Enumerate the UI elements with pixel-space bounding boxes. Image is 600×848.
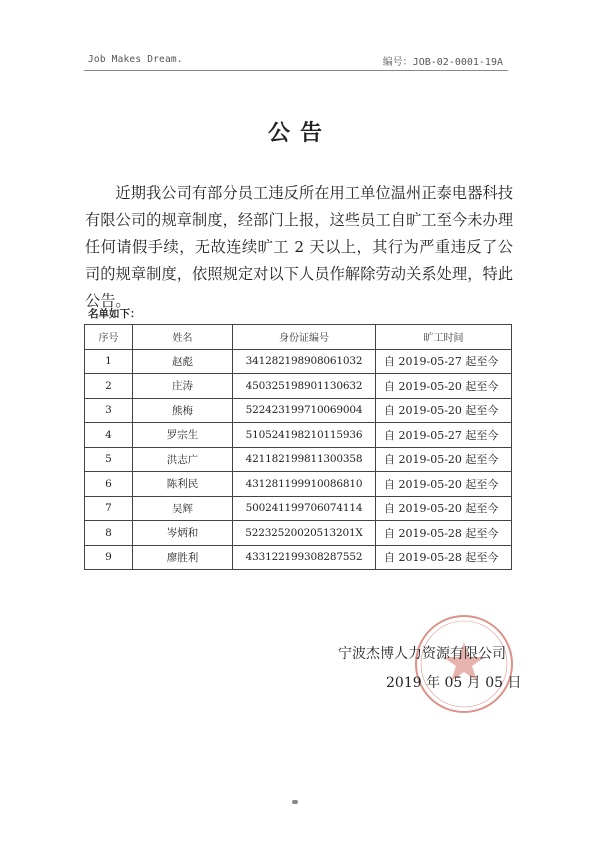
cell-absence: 自 2019-05-28 起至今: [376, 521, 512, 546]
header-slogan: Job Makes Dream.: [88, 54, 183, 65]
cell-absence: 自 2019-05-28 起至今: [376, 545, 512, 570]
page-title: 公告: [267, 121, 332, 146]
col-header-absence: 旷工时间: [376, 325, 512, 350]
table-row: [85, 545, 512, 570]
col-header-name: 姓名: [133, 325, 233, 350]
col-header-id: 身份证编号: [233, 325, 376, 350]
cell-name: 庄涛: [133, 374, 233, 399]
cell-no: 5: [85, 447, 133, 472]
cell-no: 8: [85, 521, 133, 546]
cell-no: 9: [85, 545, 133, 570]
cell-absence: 自 2019-05-20 起至今: [376, 472, 512, 497]
cell-no: 6: [85, 472, 133, 497]
table-row: [85, 374, 512, 399]
col-header-no: 序号: [85, 325, 133, 350]
table-row: [85, 521, 512, 546]
signature-company: 宁波杰博人力资源有限公司: [338, 646, 506, 662]
cell-id: 522423199710069004: [233, 398, 376, 423]
list-label: 名单如下：: [88, 308, 141, 320]
table-row: [85, 472, 512, 497]
scan-mark: [292, 800, 298, 804]
cell-no: 7: [85, 496, 133, 521]
cell-id: 431281199910086810: [233, 472, 376, 497]
cell-name: 罗宗生: [133, 423, 233, 448]
cell-absence: 自 2019-05-20 起至今: [376, 398, 512, 423]
cell-name: 吴辉: [133, 496, 233, 521]
table-row: [85, 398, 512, 423]
cell-id: 433122199308287552: [233, 545, 376, 570]
table-row: [85, 447, 512, 472]
cell-no: 2: [85, 374, 133, 399]
cell-id: 500241199706074114: [233, 496, 376, 521]
notice-body: [85, 180, 513, 315]
cell-name: 熊梅: [133, 398, 233, 423]
cell-name: 赵彪: [133, 349, 233, 374]
cell-absence: 自 2019-05-27 起至今: [376, 423, 512, 448]
table-row: [85, 496, 512, 521]
document-number: 编号：JOB-02-0001-19A: [382, 57, 503, 68]
company-seal-icon: [412, 612, 516, 716]
signature-date: 2019 年 05 月 05 日: [386, 675, 522, 691]
cell-no: 4: [85, 423, 133, 448]
cell-absence: 自 2019-05-20 起至今: [376, 374, 512, 399]
employee-table: [84, 324, 512, 570]
cell-id: 421182199811300358: [233, 447, 376, 472]
table-body: [85, 349, 512, 570]
header-divider: [84, 70, 508, 71]
cell-name: 洪志广: [133, 447, 233, 472]
cell-name: 陈利民: [133, 472, 233, 497]
cell-absence: 自 2019-05-20 起至今: [376, 496, 512, 521]
cell-no: 1: [85, 349, 133, 374]
cell-id: 341282198908061032: [233, 349, 376, 374]
cell-name: 廖胜利: [133, 545, 233, 570]
table-header-row: [85, 325, 512, 350]
cell-absence: 自 2019-05-27 起至今: [376, 349, 512, 374]
cell-id: 510524198210115936: [233, 423, 376, 448]
table-row: [85, 349, 512, 374]
cell-absence: 自 2019-05-20 起至今: [376, 447, 512, 472]
notice-paragraph: 近期我公司有部分员工违反所在用工单位温州正泰电器科技有限公司的规章制度，经部门上报，这些员工自旷工至今未办理任何请假手续，无故连续旷工 2 天以上，其行为严重违反了公司的规章制度，依照规定对以下人员作解除劳动关系处理，特此公告。: [85, 184, 513, 310]
cell-id: 450325198901130632: [233, 374, 376, 399]
cell-no: 3: [85, 398, 133, 423]
table-row: [85, 423, 512, 448]
cell-id: 52232520020513201X: [233, 521, 376, 546]
cell-name: 岑炳和: [133, 521, 233, 546]
